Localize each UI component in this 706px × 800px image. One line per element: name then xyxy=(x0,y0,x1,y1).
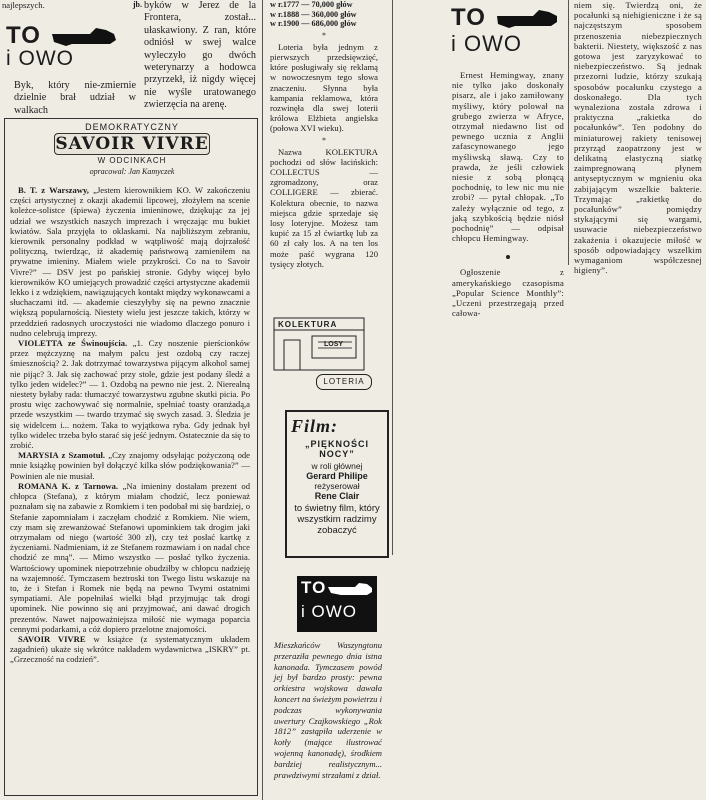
byk-article-part1: Byk, który nie-zmiernie dzielnie brał udział w walkach xyxy=(14,80,136,116)
savoir-vivre-header: DEMOKRATYCZNY SAVOIR VIVRE W ODCINKACH opracowal: Jan Kamyczek xyxy=(55,122,209,176)
letter-romana: ROMANA K. z Tarnowa. „Na imieniny dostałam prezent od chłopca (Stefana), z którym miałam chodzić, lecz ponieważ poznałam się na zabawie z Romkiem i ten podobał mi się bardziej, o Stefanie zapomniałam i zaczęłam chodzić z Romkiem. Nie wiem, czy mam się zrewanżować Stefanowi upominkiem tak drogim jaki otrzymałam od niego (wartość 300 zł), czy też posłać kartkę z życzeniami. Nadmieniam, iż ze Stefanem rozmawiam i on nadal chce chodzić ze mną”. — Mimo wszystko — posłać tylko życzenia. Wartościowy upominek niepotrzebnie obudziłby w chłopcu nadzieję na wzajemność. Tymczasem beztroski ton Twego listu wskazuje na to, że i Stefan i Romek nie będą na pewno Twymi ostatnimi sympatiami. Ale popełniłaś wielki błąd przyjmując tak drogi upominek. Nie powinno się ani przyjmować, ani dawać drogich prezentów. Nawet najpoważniejsza miłość nie wymaga poparcia cennymi podarkami, a cóż dopiero przelotne znajomości. xyxy=(10,480,251,634)
savoir-vivre-book-note: SAVOIR VIVRE w książce (z systematycznym układem zagadnień) ukaże się wkrótce nakładem wydawnictwa „ISKRY” pt. „Grzeczność na codzień”. xyxy=(10,633,250,665)
byk-article-part2: byków w Jerez de la Frontera, został... ułaskawiony. Z ran, które odniósł w swej walce wyleczyło go dwóch weterynarzy a hodowca przyrzekł, iż nigdy więcej nie wyśle uratowanego zwierzęcia na arenę. xyxy=(144,0,256,111)
hemingway-column xyxy=(452,70,564,318)
film-role-intro: w roli głównej xyxy=(311,461,363,471)
signature: jb. xyxy=(132,0,142,9)
film-director-intro: reżyserował xyxy=(314,481,360,491)
film-actor: Gerard Philipe xyxy=(306,471,368,481)
to-i-owo-logo-top-left: TO i OWO xyxy=(4,22,134,72)
column-divider xyxy=(262,0,263,800)
waszyngton-article: Mieszkańców Waszyngtonu przeraziła pewnego dnia istna kanonada. Tymczasem powód jej był bardzo prosty: pewna orkiestra wojskowa dawała koncert na świeżym powietrzu i podczas wykonywania uwertury Czajkowskiego „Rok 1812” zastąpiła uderzenie w kotły (mające ilustrować wojenną kanonadę), środkiem bardziej realistycznym... prawdziwymi strzałami z dział. xyxy=(274,640,382,780)
film-title: „PIĘKNOŚCI NOCY” xyxy=(304,439,369,459)
separator-star: * xyxy=(322,135,326,145)
kissing-article-continued: niem się. Twierdzą oni, że pocałunki są niehigieniczne i że są najczęstszym sposobem przenoszenia niebezpiecznych bakterii. Niestety, większość z nas gotowa jest zaryzykować to niebezpieczeństwo. Są jednak przezorni ludzie, którzy szukają sposobów pocałunku czystego a doskonałego. Dla tych wynaleziona została zdrowa i praktyczna „rakietka do pocałunków”. Ten podobny do miniaturowej rakiety tenisowej przyrząd zaopatrzony jest w delikatną elastyczną siatkę zaimpregnowaną płynem antyseptycznym w mgnieniu oka zabijającym wszelkie bakterie. Trzymając „rakietkę do pocałunków” pomiędzy stykającymi się wargami, usuwacie niebezpieczeństwo zakażenia i okazujecie miłość w sposób odpowiadający wszelkim wymaganiom współczesnej higieny”. xyxy=(574,0,702,276)
pointing-hand-icon xyxy=(495,8,559,30)
film-director: Rene Clair xyxy=(314,491,360,501)
loteria-paragraph-2: Nazwa KOLEKTURA pochodzi od słów łacińskich: COLLECTUS — zgromadzony, oraz COLLIGERE — zbierać. Kolektura obecnie, to nazwa miejsca gdzie sprzedaje się losy loteryjne. Możesz tam kupić za 15 zł ćwiartkę lub za 60 zł cały los. A na ten los może paść wygrana 120 tysięcy złotych. xyxy=(270,146,378,269)
separator-dot xyxy=(506,255,510,259)
savoir-vivre-content xyxy=(10,185,250,665)
population-table: w r.1777 — 70,000 głów w r.1888 — 360,000 głów w r.1900 — 686,000 głów xyxy=(270,0,357,29)
film-label: Film: xyxy=(291,416,339,436)
loteria-paragraph-1: Loteria była jednym z pierwszych przedsięwzięć, które posługiwały się reklamą w nowoczesnym tego słowa znaczeniu. Słynna była kampania reklamowa, która rozwinęła dla swej loterii królowa Elżbieta angielska (połowa XVI wieku). xyxy=(270,41,378,134)
kissing-article-start: Ogłoszenie z amerykańskiego czasopisma „Popular Science Monthly”: „Uczeni przestrzegają przed całowa- xyxy=(452,267,564,319)
loteria-sign: LOTERIA xyxy=(316,374,372,390)
partial-top-text: najlepszych. jb. xyxy=(2,0,142,10)
separator-star: * xyxy=(322,30,326,40)
film-tagline: to świetny film, który wszystkim radzimy zobaczyć xyxy=(294,503,380,536)
pointing-hand-icon xyxy=(50,26,118,48)
pointing-hand-icon xyxy=(327,582,373,596)
kolektura-illustration: KOLEKTURA LOSY xyxy=(272,316,368,372)
letter-marysia: MARYSIA z Szamotuł. „Czy znajomy odsyłając pożyczoną ode mnie książkę powinien był dołączyć kilka słów podziękowania?” — Powinien ale nie musiał. xyxy=(10,450,250,481)
column-divider xyxy=(392,0,393,555)
letter-bt: B. T. z Warszawy, „Jestem kierownikiem KO. W zakończeniu części artystycznej z okazji akademii lipcowej, złożyłem na scenie koleżce-solistce (śpiewa) życzenia imieninowe, dziękując za jej udział we wszystkich naszych imprezach i wręczając mu bukiet kwiatów. Sala przyjęła to oklaskami. Na najbliższym zebraniu, kierownik personalny podkład w wątpliwość mają dojrzałość polityczną, twierdząc, iż akademię państwową zamieniłem na prywatne imieniny. Miałem wiele przykrości. Co na to Savoir Vivre?” — DSV jest po pańskiej stronie. Gdyby więcej było kierowników KO umiejących prowadzić części artystyczne akademii lekko i z wdziękiem, nawiązujących kontakt między wykonawcami a słuchaczami itd. — akademie cieszyłyby się na pewno znacznie większą popularnością. Niestety wielu jest jeszcze takich, którzy w przeddzień radosnych uroczystości nie wiadomo dlaczego ponuro i nudno celebrują imprezy. xyxy=(10,185,250,338)
to-i-owo-logo-right: TO i OWO xyxy=(447,4,559,62)
column-divider xyxy=(568,0,569,265)
loteria-article xyxy=(270,0,378,269)
hemingway-article: Ernest Hemingway, znany nie tylko jako doskonały pisarz, ale i jako zamiłowany myśliwy, który polował na grubego zwierza w Afryce, otrzymał niedawno list od pewnego ucznia z Anglii zafascynowanego jego myśliwską sławą. Czy to prawda, że jeśli człowiek niesie z sobą płonącą pochodnię, to lew nic mu nie zrobi? — pytał chłopak. „To zależy wyłącznie od tego, z jaką szybkością będzie niósł pochodnię” — odpisał chłopcu Hemingway. xyxy=(452,70,564,244)
to-i-owo-logo-bottom: TO i OWO xyxy=(297,576,377,632)
film-box xyxy=(285,410,389,558)
letter-violetta: VIOLETTA ze Świnoujścia. „1. Czy noszenie pierścionków przez mężczyznę na małym palcu jest ozdobą czy raczej śmiesznością? 2. Jak dotrzymać towarzystwa pijącym alkohol samej nie pijąc? 3. Jak się zachować przy stole, gdzie jest podany śledź a tylko jeden widelec?” — 1. Ozdobą na pewno nie jest. 2. Nierealną niestety byłaby rada: tłumaczyć towarzystwu zgubne skutki picia. Po prostu więc zachowywać się normalnie, spełniać toasty oranżadą,a przede wszystkim — twardo trzymać się swych zasad. 3. Śledzia je się widelcem i... nożem. Taka to wyjątkowa ryba. Gdy jednak był tylko widelec trzeba było starać się jeść jednym. Ostatecznie da się to zrobić. xyxy=(10,338,250,451)
